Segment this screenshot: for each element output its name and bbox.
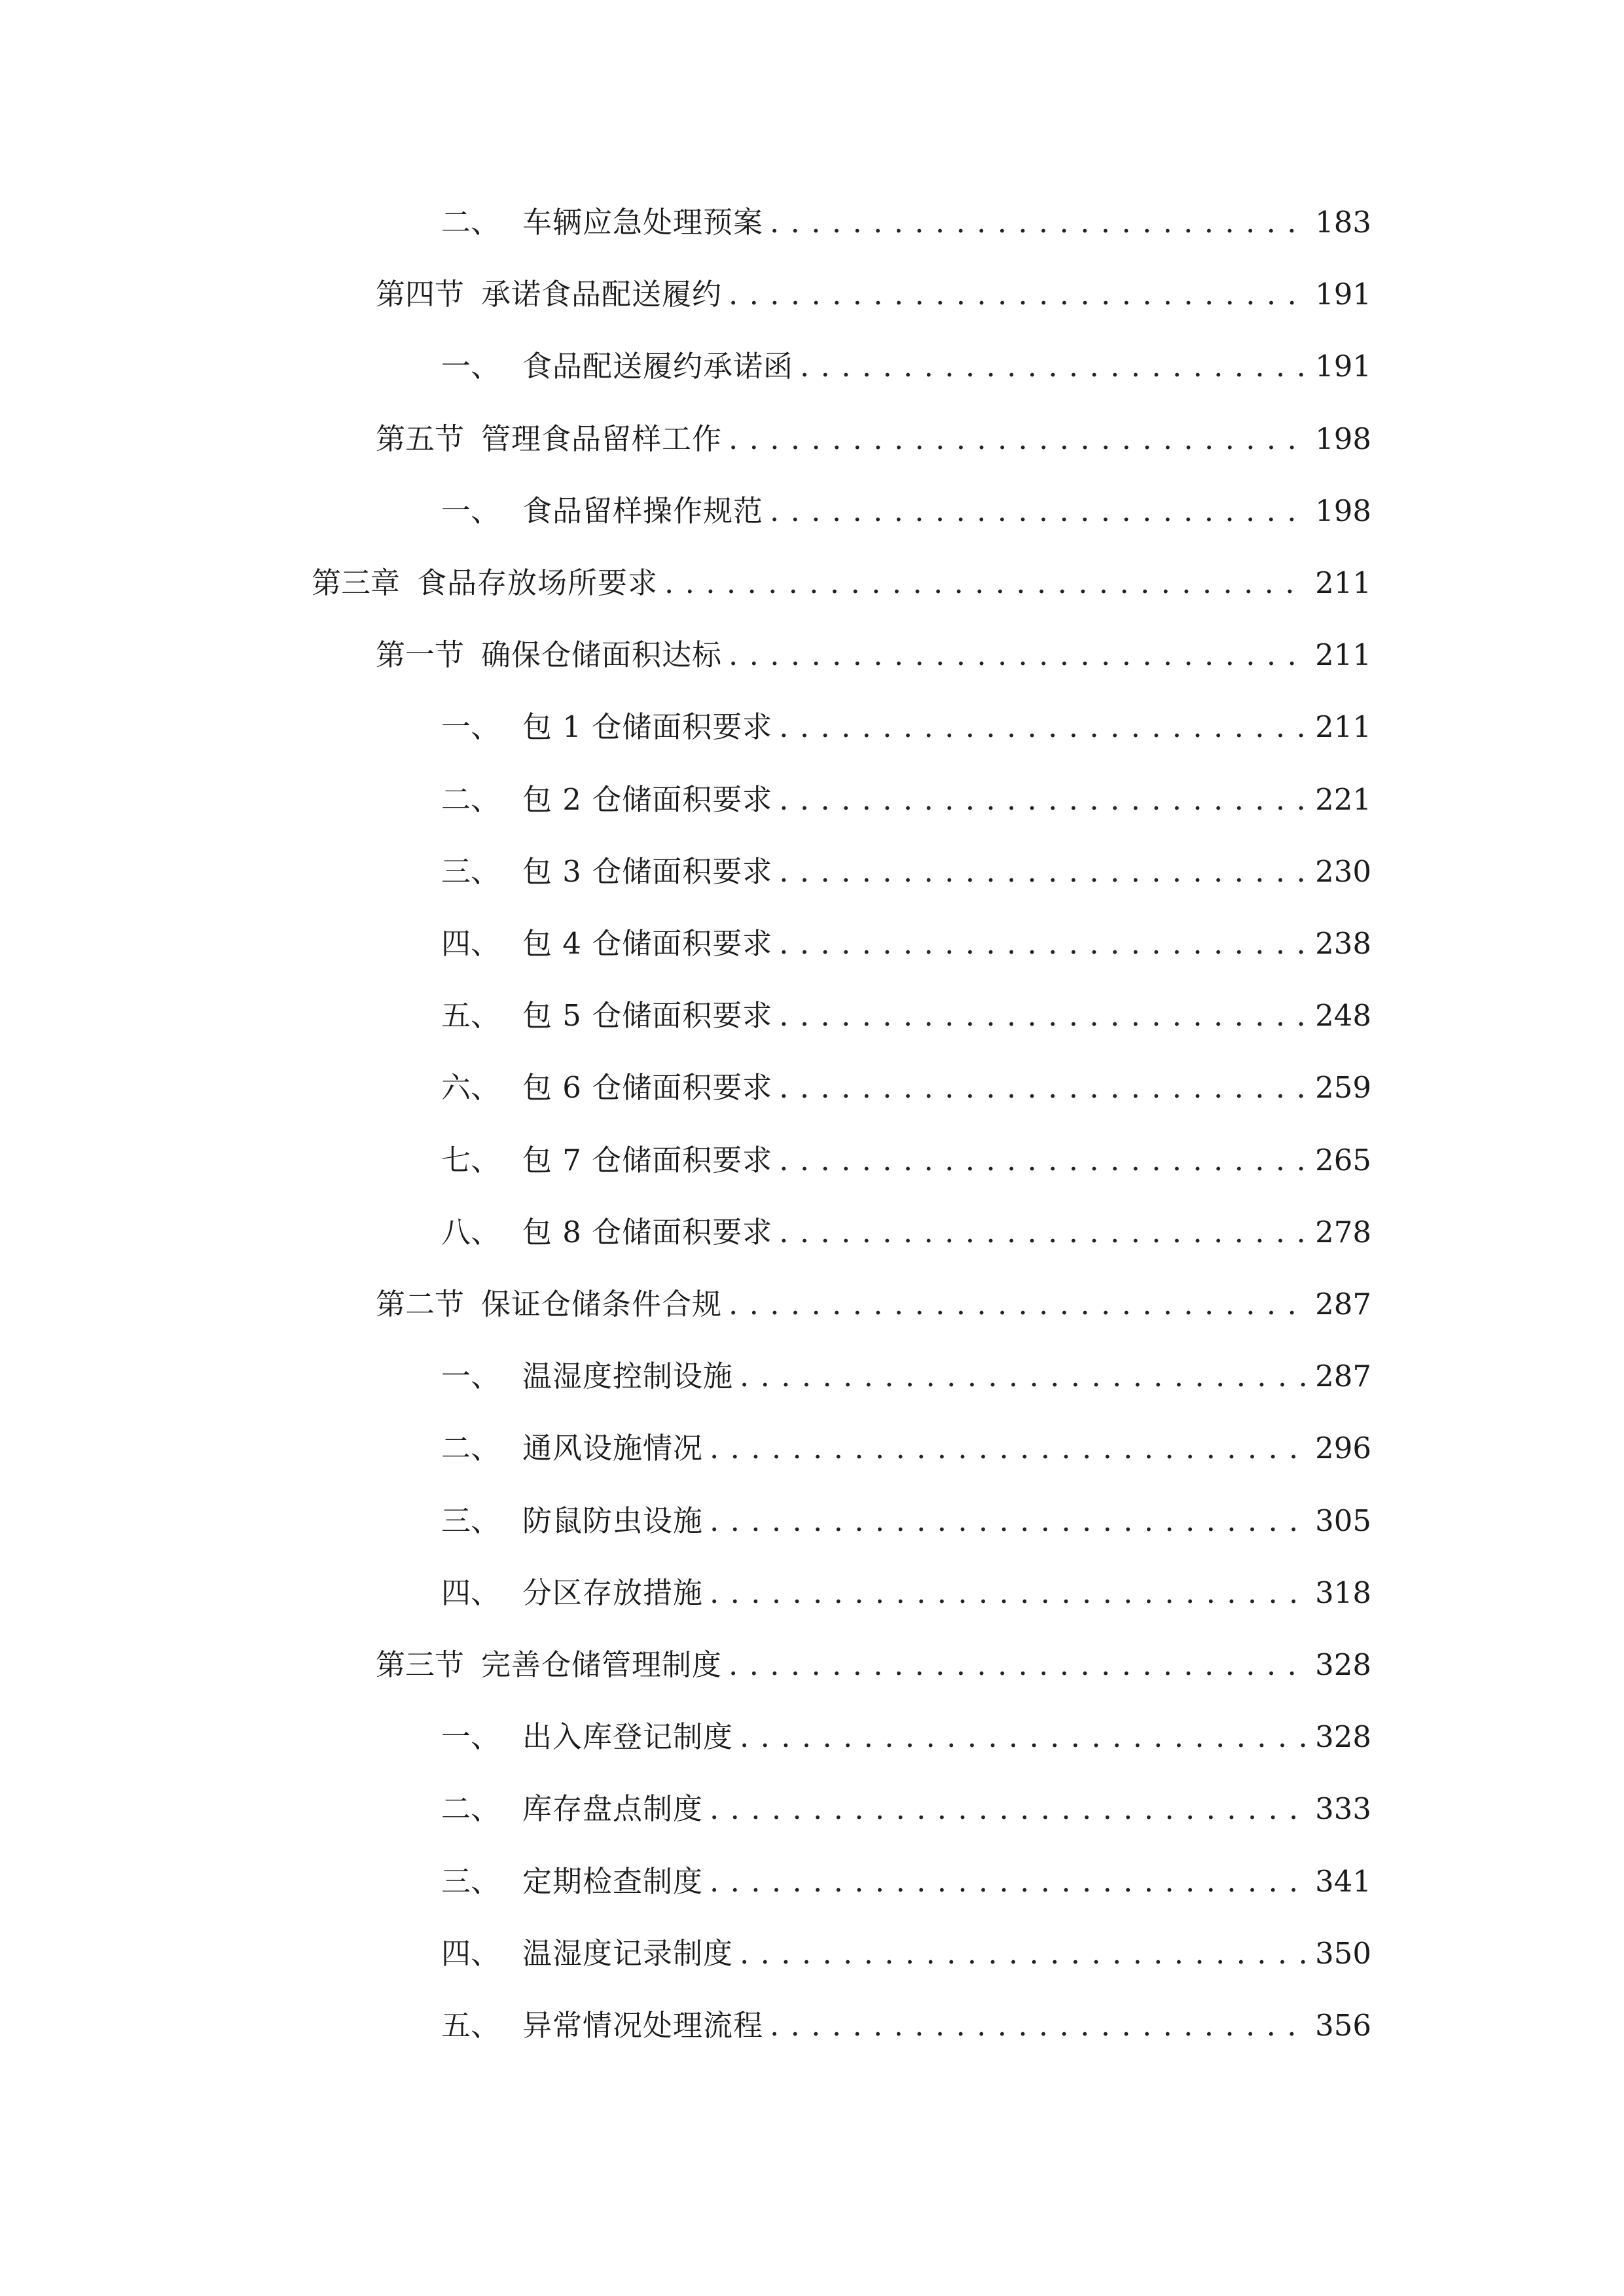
toc-dot-leader <box>779 990 1306 1042</box>
toc-entry-page-number: 333 <box>1315 1791 1371 1827</box>
toc-entry-page-number: 356 <box>1315 2008 1371 2043</box>
toc-entry-number: 一、 <box>441 709 501 745</box>
toc-entry[interactable] <box>441 1062 1371 1114</box>
toc-entry-number: 四、 <box>441 1935 501 1971</box>
toc-entry[interactable] <box>441 1495 1371 1547</box>
toc-dot-leader <box>770 196 1306 249</box>
toc-entry[interactable] <box>441 485 1371 537</box>
toc-entry-number: 第三节 <box>376 1647 465 1682</box>
toc-entry[interactable] <box>441 1350 1371 1403</box>
toc-entry-page-number: 278 <box>1315 1214 1371 1249</box>
toc-entry-title: 食品配送履约承诺函 <box>522 349 794 384</box>
toc-entry-number: 二、 <box>441 205 501 240</box>
toc-entry-number: 第二节 <box>376 1287 465 1321</box>
toc-entry-page-number: 318 <box>1315 1575 1371 1610</box>
toc-entry-title: 完善仓储管理制度 <box>481 1647 723 1682</box>
toc-entry-number: 五、 <box>441 2008 501 2043</box>
toc-dot-leader <box>729 413 1306 465</box>
toc-entry[interactable] <box>441 2000 1371 2052</box>
toc-entry-number: 第三章 <box>312 565 401 600</box>
toc-entry[interactable] <box>441 1928 1371 1980</box>
toc-entry[interactable] <box>376 268 1371 321</box>
toc-entry-number: 二、 <box>441 781 501 817</box>
toc-dot-leader <box>729 629 1306 681</box>
toc-entry-title: 确保仓储面积达标 <box>481 637 723 673</box>
toc-entry-number: 四、 <box>441 926 501 961</box>
toc-dot-leader <box>770 485 1306 537</box>
toc-entry[interactable] <box>376 413 1371 465</box>
toc-entry-page-number: 328 <box>1315 1719 1371 1755</box>
toc-dot-leader <box>710 1856 1306 1908</box>
toc-entry-title: 车辆应急处理预案 <box>522 205 764 240</box>
toc-entry-page-number: 305 <box>1315 1503 1371 1538</box>
toc-entry-page-number: 221 <box>1315 781 1371 817</box>
toc-entry-number: 八、 <box>441 1214 501 1249</box>
toc-dot-leader <box>740 1350 1306 1403</box>
toc-entry-title: 定期检查制度 <box>522 1863 704 1899</box>
toc-entry[interactable] <box>441 990 1371 1042</box>
toc-entry-number: 一、 <box>441 493 501 528</box>
toc-entry-page-number: 265 <box>1315 1142 1371 1177</box>
toc-entry-page-number: 328 <box>1315 1647 1371 1682</box>
toc-entry-page-number: 287 <box>1315 1359 1371 1394</box>
toc-entry-title: 包 8 仓储面积要求 <box>522 1214 773 1249</box>
toc-entry-title: 异常情况处理流程 <box>522 2008 764 2043</box>
toc-entry[interactable] <box>441 1422 1371 1475</box>
toc-entry-page-number: 183 <box>1315 205 1371 240</box>
toc-dot-leader <box>729 1278 1306 1331</box>
toc-entry-page-number: 211 <box>1315 565 1371 600</box>
toc-entry-number: 一、 <box>441 1359 501 1394</box>
toc-dot-leader <box>779 774 1306 826</box>
toc-entry[interactable] <box>441 1711 1371 1763</box>
toc-entry[interactable] <box>312 557 1371 609</box>
toc-entry-number: 第四节 <box>376 277 465 312</box>
toc-dot-leader <box>779 918 1306 970</box>
toc-entry-title: 管理食品留样工作 <box>481 421 723 456</box>
toc-dot-leader <box>729 1639 1306 1691</box>
toc-entry-title: 防鼠防虫设施 <box>522 1503 704 1538</box>
toc-entry-number: 七、 <box>441 1142 501 1177</box>
toc-entry-title: 包 5 仓储面积要求 <box>522 998 773 1033</box>
toc-entry-number: 三、 <box>441 1863 501 1899</box>
toc-dot-leader <box>770 2000 1306 2052</box>
toc-entry-title: 食品存放场所要求 <box>417 565 659 600</box>
toc-entry-title: 包 3 仓储面积要求 <box>522 853 773 889</box>
toc-entry[interactable] <box>441 1567 1371 1619</box>
toc-dot-leader <box>779 1134 1306 1187</box>
toc-entry-page-number: 287 <box>1315 1287 1371 1321</box>
toc-entry[interactable] <box>376 1278 1371 1331</box>
toc-entry[interactable] <box>376 629 1371 681</box>
toc-entry-title: 包 7 仓储面积要求 <box>522 1142 773 1177</box>
toc-dot-leader <box>710 1567 1306 1619</box>
toc-entry-title: 包 1 仓储面积要求 <box>522 709 773 745</box>
toc-entry-title: 温湿度控制设施 <box>522 1359 734 1394</box>
toc-entry[interactable] <box>441 701 1371 753</box>
toc-entry[interactable] <box>441 340 1371 393</box>
toc-entry-title: 包 6 仓储面积要求 <box>522 1070 773 1105</box>
toc-entry-title: 通风设施情况 <box>522 1431 704 1466</box>
toc-entry-title: 承诺食品配送履约 <box>481 277 723 312</box>
toc-entry-page-number: 248 <box>1315 998 1371 1033</box>
toc-entry[interactable] <box>441 846 1371 898</box>
toc-dot-leader <box>710 1495 1306 1547</box>
toc-entry-page-number: 211 <box>1315 637 1371 673</box>
toc-entry-title: 食品留样操作规范 <box>522 493 764 528</box>
toc-entry-page-number: 198 <box>1315 421 1371 456</box>
toc-entry-page-number: 296 <box>1315 1431 1371 1466</box>
toc-entry-title: 包 2 仓储面积要求 <box>522 781 773 817</box>
toc-entry-title: 包 4 仓储面积要求 <box>522 926 773 961</box>
toc-entry[interactable] <box>441 1206 1371 1259</box>
toc-dot-leader <box>729 268 1306 321</box>
toc-entry-number: 一、 <box>441 1719 501 1755</box>
toc-dot-leader <box>710 1783 1306 1835</box>
toc-entry-page-number: 259 <box>1315 1070 1371 1105</box>
toc-entry-title: 分区存放措施 <box>522 1575 704 1610</box>
toc-entry-page-number: 238 <box>1315 926 1371 961</box>
toc-dot-leader <box>779 701 1306 753</box>
toc-dot-leader <box>740 1928 1306 1980</box>
toc-entry-number: 六、 <box>441 1070 501 1105</box>
toc-entry-page-number: 341 <box>1315 1863 1371 1899</box>
toc-entry-number: 五、 <box>441 998 501 1033</box>
toc-entry-title: 保证仓储条件合规 <box>481 1287 723 1321</box>
toc-entry-page-number: 198 <box>1315 493 1371 528</box>
toc-dot-leader <box>779 846 1306 898</box>
toc-entry[interactable] <box>376 1639 1371 1691</box>
toc-entry-title: 温湿度记录制度 <box>522 1935 734 1971</box>
toc-entry-number: 二、 <box>441 1791 501 1827</box>
toc-entry-page-number: 191 <box>1315 349 1371 384</box>
toc-entry-number: 三、 <box>441 853 501 889</box>
toc-entry-page-number: 350 <box>1315 1935 1371 1971</box>
toc-entry[interactable] <box>441 1856 1371 1908</box>
toc-entry[interactable] <box>441 1134 1371 1187</box>
toc-dot-leader <box>740 1711 1306 1763</box>
toc-entry-number: 第一节 <box>376 637 465 673</box>
toc-entry[interactable] <box>441 918 1371 970</box>
toc-entry[interactable] <box>441 196 1371 249</box>
toc-entry-number: 三、 <box>441 1503 501 1538</box>
toc-dot-leader <box>779 1206 1306 1259</box>
toc-entry-page-number: 191 <box>1315 277 1371 312</box>
toc-entry-page-number: 211 <box>1315 709 1371 745</box>
toc-entry-number: 四、 <box>441 1575 501 1610</box>
toc-entry-title: 出入库登记制度 <box>522 1719 734 1755</box>
toc-entry-title: 库存盘点制度 <box>522 1791 704 1827</box>
toc-dot-leader <box>710 1422 1306 1475</box>
toc-entry-page-number: 230 <box>1315 853 1371 889</box>
toc-entry[interactable] <box>441 774 1371 826</box>
toc-dot-leader <box>800 340 1306 393</box>
toc-entry-number: 二、 <box>441 1431 501 1466</box>
toc-entry[interactable] <box>441 1783 1371 1835</box>
toc-dot-leader <box>779 1062 1306 1114</box>
toc-entry-number: 一、 <box>441 349 501 384</box>
toc-dot-leader <box>664 557 1306 609</box>
toc-entry-number: 第五节 <box>376 421 465 456</box>
